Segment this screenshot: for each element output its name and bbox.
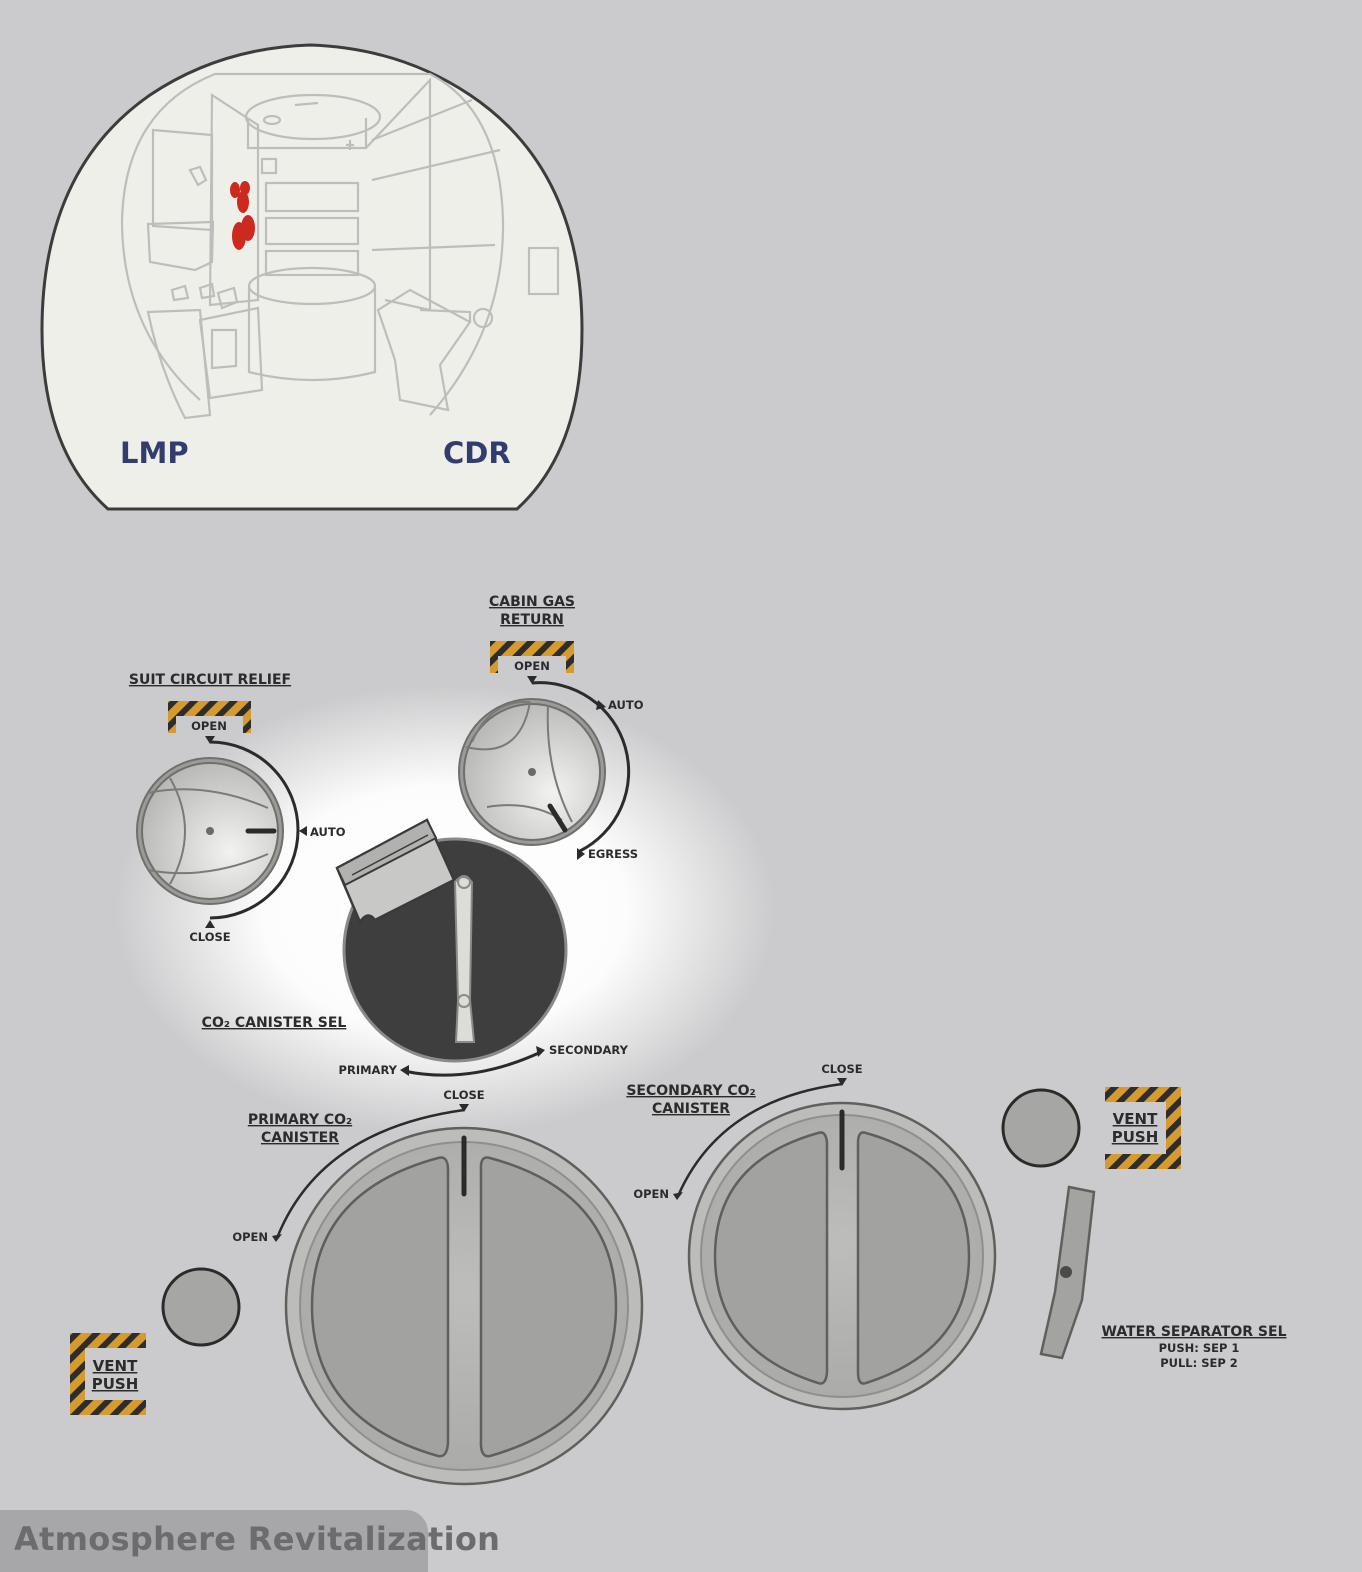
water-separator-sel-label: WATER SEPARATOR SEL — [1101, 1324, 1287, 1340]
vent-right-label-2: PUSH — [1111, 1128, 1159, 1146]
secondary-co2-canister-label-1: SECONDARY CO₂ — [626, 1083, 756, 1099]
lmp-label: LMP — [120, 436, 189, 470]
close-position-label: CLOSE — [821, 1062, 863, 1076]
suit-circuit-relief-knob[interactable] — [137, 758, 283, 904]
secondary-co2-canister — [626, 1062, 995, 1409]
vent-left-label-1: VENT — [92, 1357, 138, 1375]
cabin-gas-return-knob[interactable] — [459, 699, 605, 845]
cabin-gas-return-label-1: CABIN GAS — [489, 594, 575, 610]
selector-lever — [455, 877, 474, 1042]
cabin-view — [42, 45, 582, 509]
auto-position-label: AUTO — [608, 698, 644, 712]
primary-co2-canister — [232, 1088, 642, 1484]
suit-circuit-relief-label: SUIT CIRCUIT RELIEF — [128, 672, 292, 688]
open-arrow-icon — [673, 1192, 683, 1200]
open-position-label: OPEN — [191, 719, 227, 733]
secondary-position-label: SECONDARY — [549, 1043, 628, 1057]
water-separator-sel — [1041, 1187, 1287, 1370]
water-separator-pull-label: PULL: SEP 2 — [1160, 1356, 1238, 1370]
vent-right-label-1: VENT — [1112, 1110, 1158, 1128]
open-position-label: OPEN — [633, 1187, 669, 1201]
primary-co2-canister-knob[interactable] — [286, 1128, 642, 1484]
primary-position-label: PRIMARY — [338, 1063, 397, 1077]
close-position-label: CLOSE — [443, 1088, 485, 1102]
vent-left-button[interactable] — [163, 1269, 239, 1345]
page-title: Atmosphere Revitalization — [14, 1520, 501, 1558]
primary-co2-canister-label-1: PRIMARY CO₂ — [247, 1112, 353, 1128]
cdr-label: CDR — [443, 436, 511, 470]
lever-pivot — [1060, 1266, 1072, 1278]
egress-position-label: EGRESS — [588, 847, 639, 861]
vent-left — [70, 1269, 239, 1415]
co2-canister-sel-label: CO₂ CANISTER SEL — [201, 1015, 347, 1031]
secondary-co2-canister-knob[interactable] — [689, 1103, 995, 1409]
cabin-gas-return-label-2: RETURN — [500, 612, 564, 628]
open-arrow-icon — [272, 1234, 282, 1242]
water-separator-push-label: PUSH: SEP 1 — [1158, 1341, 1240, 1355]
secondary-co2-canister-label-2: CANISTER — [651, 1101, 731, 1117]
close-position-label: CLOSE — [189, 930, 231, 944]
vent-right-button[interactable] — [1003, 1090, 1079, 1166]
auto-position-label: AUTO — [310, 825, 346, 839]
primary-co2-canister-label-2: CANISTER — [260, 1130, 340, 1146]
open-position-label: OPEN — [232, 1230, 268, 1244]
vent-left-label-2: PUSH — [91, 1375, 139, 1393]
vent-right — [1003, 1087, 1181, 1169]
open-position-label: OPEN — [514, 659, 550, 673]
